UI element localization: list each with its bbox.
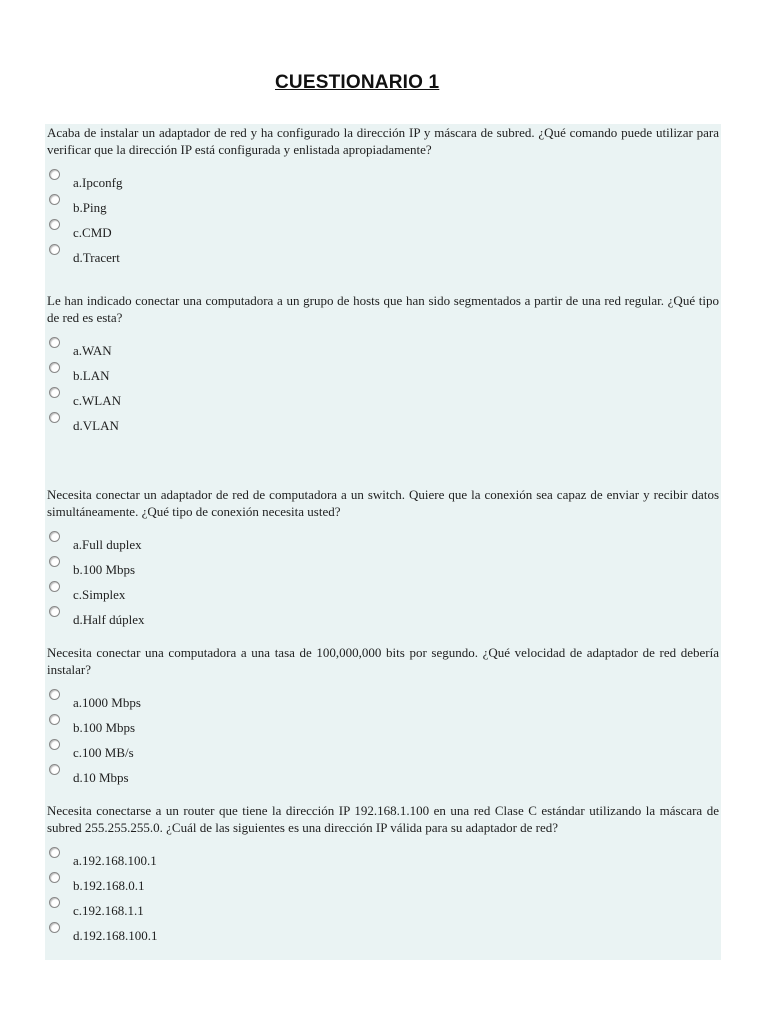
radio-button[interactable] <box>49 412 60 423</box>
question-1 <box>47 124 719 268</box>
radio-button[interactable] <box>49 581 60 592</box>
option-label: c.192.168.1.1 <box>73 903 144 918</box>
option-label: b.100 Mbps <box>73 562 136 577</box>
option-b[interactable] <box>47 713 719 738</box>
page-title: CUESTIONARIO 1 <box>275 72 440 93</box>
option-a[interactable] <box>47 846 719 871</box>
question-text: Acaba de instalar un adaptador de red y ha configurado la dirección IP y máscara de subred. ¿Qué comando puede utilizar para verificar que la dirección IP está configurada y enlistada apropiadamente? <box>47 125 719 157</box>
radio-button[interactable] <box>49 362 60 373</box>
option-label: c.CMD <box>73 225 112 240</box>
radio-button[interactable] <box>49 897 60 908</box>
radio-button[interactable] <box>49 194 60 205</box>
option-label: b.192.168.0.1 <box>73 878 145 893</box>
option-label: c.WLAN <box>73 393 122 408</box>
radio-button[interactable] <box>49 764 60 775</box>
option-label: d.10 Mbps <box>73 770 129 785</box>
option-b[interactable] <box>47 193 719 218</box>
question-3 <box>47 486 719 630</box>
radio-button[interactable] <box>49 847 60 858</box>
question-text: Necesita conectar un adaptador de red de computadora a un switch. Quiere que la conexión sea capaz de enviar y recibir datos simultáneamente. ¿Qué tipo de conexión necesita usted? <box>47 487 719 519</box>
option-label: a.Full duplex <box>73 537 142 552</box>
option-c[interactable] <box>47 218 719 243</box>
option-label: b.100 Mbps <box>73 720 136 735</box>
option-b[interactable] <box>47 555 719 580</box>
option-label: a.Ipconfg <box>73 175 123 190</box>
option-label: d.VLAN <box>73 418 119 433</box>
question-2 <box>47 292 719 436</box>
option-a[interactable] <box>47 688 719 713</box>
radio-button[interactable] <box>49 244 60 255</box>
option-label: a.1000 Mbps <box>73 695 141 710</box>
option-label: c.100 MB/s <box>73 745 134 760</box>
question-4 <box>47 644 719 788</box>
option-label: d.192.168.100.1 <box>73 928 158 943</box>
option-a[interactable] <box>47 530 719 555</box>
question-text: Le han indicado conectar una computadora a un grupo de hosts que han sido segmentados a partir de una red regular. ¿Qué tipo de red es esta? <box>47 293 719 325</box>
option-label: d.Tracert <box>73 250 120 265</box>
option-label: a.WAN <box>73 343 112 358</box>
option-c[interactable] <box>47 896 719 921</box>
radio-button[interactable] <box>49 606 60 617</box>
radio-button[interactable] <box>49 922 60 933</box>
question-text: Necesita conectar una computadora a una tasa de 100,000,000 bits por segundo. ¿Qué velocidad de adaptador de red debería instalar? <box>47 645 719 677</box>
radio-button[interactable] <box>49 169 60 180</box>
option-label: a.192.168.100.1 <box>73 853 157 868</box>
option-c[interactable] <box>47 386 719 411</box>
option-label: b.LAN <box>73 368 110 383</box>
option-a[interactable] <box>47 336 719 361</box>
question-5 <box>47 802 719 946</box>
option-label: b.Ping <box>73 200 107 215</box>
radio-button[interactable] <box>49 739 60 750</box>
radio-button[interactable] <box>49 219 60 230</box>
radio-button[interactable] <box>49 531 60 542</box>
option-b[interactable] <box>47 871 719 896</box>
option-c[interactable] <box>47 580 719 605</box>
question-text: Necesita conectarse a un router que tiene la dirección IP 192.168.1.100 en una red Clase C estándar utilizando la máscara de subred 255.255.255.0. ¿Cuál de las siguientes es una dirección IP válida para su adaptador de red? <box>47 803 719 835</box>
option-d[interactable] <box>47 763 719 788</box>
quiz-panel <box>45 124 721 960</box>
radio-button[interactable] <box>49 556 60 567</box>
radio-button[interactable] <box>49 337 60 348</box>
radio-button[interactable] <box>49 714 60 725</box>
option-d[interactable] <box>47 605 719 630</box>
option-b[interactable] <box>47 361 719 386</box>
option-c[interactable] <box>47 738 719 763</box>
option-a[interactable] <box>47 168 719 193</box>
option-d[interactable] <box>47 921 719 946</box>
option-d[interactable] <box>47 411 719 436</box>
radio-button[interactable] <box>49 689 60 700</box>
radio-button[interactable] <box>49 387 60 398</box>
option-label: c.Simplex <box>73 587 126 602</box>
radio-button[interactable] <box>49 872 60 883</box>
option-label: d.Half dúplex <box>73 612 145 627</box>
option-d[interactable] <box>47 243 719 268</box>
